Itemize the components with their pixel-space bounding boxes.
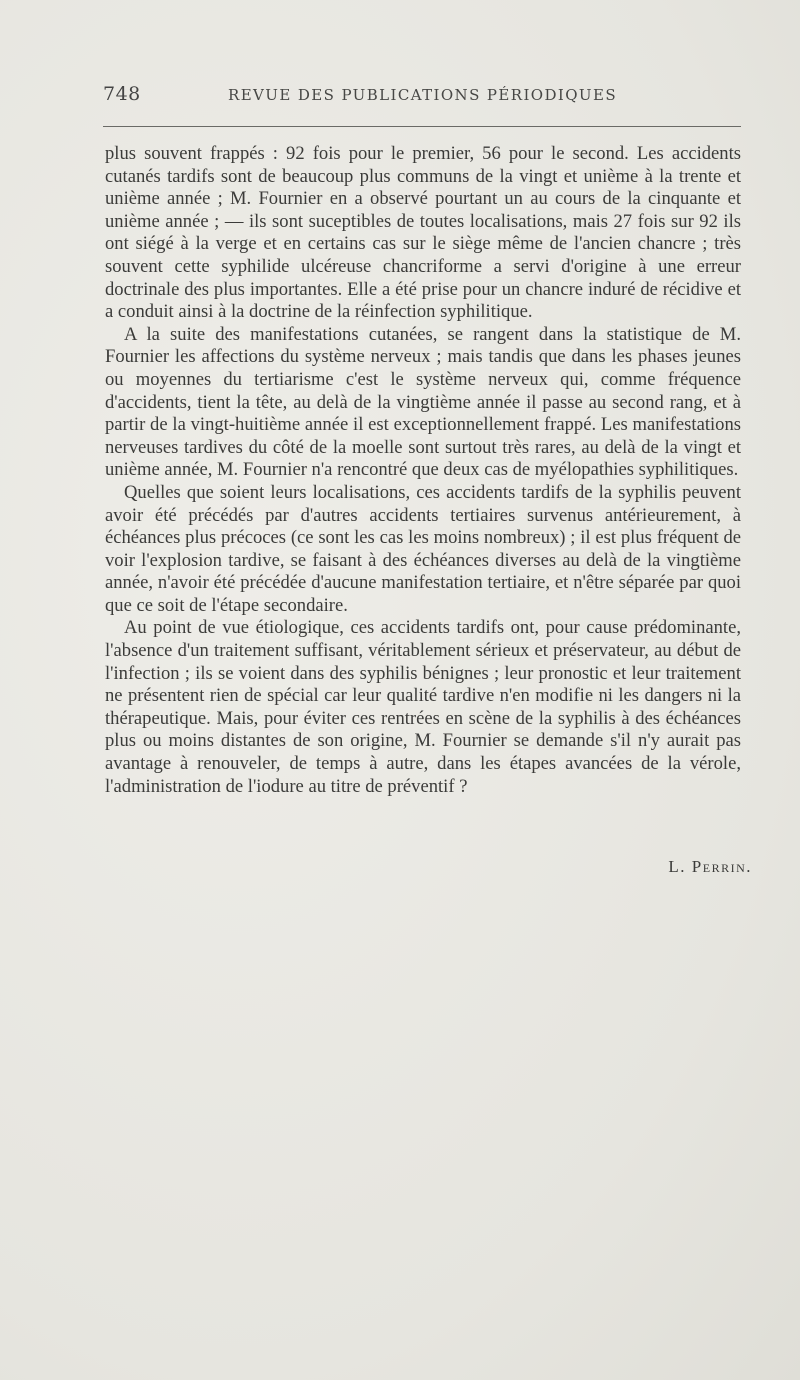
header-rule [103,126,741,127]
author-signature: L. Perrin. [668,857,752,876]
running-head: REVUE DES PUBLICATIONS PÉRIODIQUES [228,86,617,104]
paragraph-2: A la suite des manifestations cutanées, se rangent dans la statistique de M. Fournier les affections du système nerveux ; mais tandis que dans les phases jeunes ou moyennes du tertiarisme c'est le système nerveux qui, comme fréquence d'accidents, tient la tête, au delà de la vingtième année il passe au second rang, et à partir de la vingt-huitième année il est exceptionnellement frappé. Les manifestations nerveuses tardives du côté de la moelle sont surtout très rares, au delà de la vingt et unième année, M. Fournier n'a rencontré que deux cas de myélopathies syphilitiques. [105,323,741,481]
page-header [103,83,743,113]
paragraph-1: plus souvent frappés : 92 fois pour le premier, 56 pour le second. Les accidents cutanés tardifs sont de beaucoup plus communs de la vingt et unième à la trente et unième année ; M. Fournier en a observé pourtant un au cours de la cinquante et unième année ; — ils sont suceptibles de toutes localisations, mais 27 fois sur 92 ils ont siégé à la verge et en certains cas sur le siège même de l'ancien chancre ; très souvent cette syphilide ulcéreuse chancriforme a servi d'origine à une erreur doctrinale des plus importantes. Elle a été prise pour un chancre induré de récidive et a conduit ainsi à la doctrine de la réinfection syphilitique. [105,143,741,323]
article-body [105,143,741,798]
paragraph-4: Au point de vue étiologique, ces accidents tardifs ont, pour cause prédominante, l'absence d'un traitement suffisant, véritablement sérieux et préservateur, au début de l'infection ; ils se voient dans des syphilis bénignes ; leur pronostic et leur traitement ne présentent rien de spécial car leur qualité tardive n'en modifie ni les dangers ni la thérapeutique. Mais, pour éviter ces rentrées en scène de la syphilis à des échéances plus ou moins distantes de son origine, M. Fournier se demande s'il n'y aurait pas avantage à renouveler, de temps à autre, dans les étapes avancées de la vérole, l'administration de l'iodure au titre de préventif ? [105,617,741,797]
page-number: 748 [103,83,141,105]
paragraph-3: Quelles que soient leurs localisations, ces accidents tardifs de la syphilis peuvent avoir été précédés par d'autres accidents tertiaires survenus antérieurement, à échéances plus précoces (ce sont les cas les moins nombreux) ; il est plus fréquent de voir l'explosion tardive, se faisant à des échéances diverses au delà de la vingtième année, n'avoir été précédée d'aucune manifestation tertiaire, et n'être séparée par quoi que ce soit de l'étape secondaire. [105,481,741,616]
